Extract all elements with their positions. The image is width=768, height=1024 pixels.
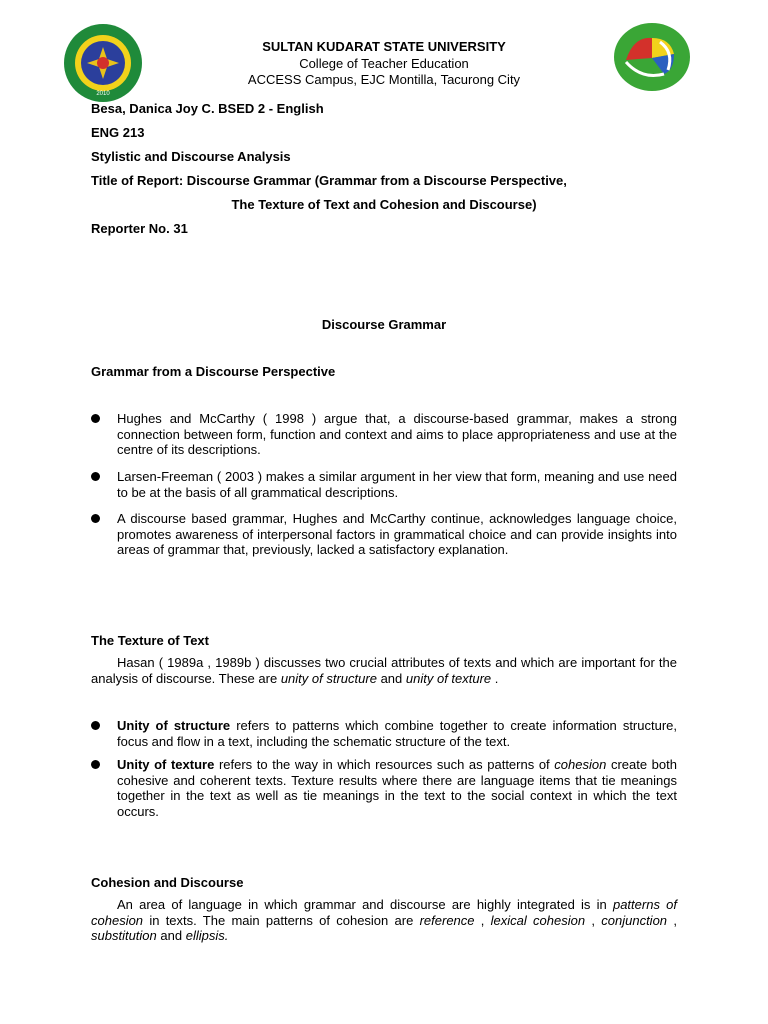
- bullet-dot: [91, 721, 100, 730]
- section-heading-grammar: Grammar from a Discourse Perspective: [91, 364, 336, 379]
- paragraph-cohesion: An area of language in which grammar and discourse are highly integrated is in patterns of cohesion in texts. The main patterns of cohesion are reference , lexical cohesion , conjunction , substitution and ellipsis.: [91, 897, 677, 944]
- section-heading-texture: The Texture of Text: [91, 633, 209, 648]
- report-title-line-2: The Texture of Text and Cohesion and Discourse): [231, 197, 537, 212]
- bullet-dot: [91, 472, 100, 481]
- bullet-dot: [91, 760, 100, 769]
- bullet-dot: [91, 514, 100, 523]
- college-name: College of Teacher Education: [299, 56, 469, 71]
- university-name: SULTAN KUDARAT STATE UNIVERSITY: [262, 39, 506, 54]
- paragraph-texture-intro: Hasan ( 1989a , 1989b ) discusses two crucial attributes of texts and which are important for the analysis of discourse. These are unity of structure and unity of texture .: [91, 655, 677, 686]
- bullet-hughes-mccarthy: Hughes and McCarthy ( 1998 ) argue that, a discourse-based grammar, makes a strong connection between form, function and context and aims to place appropriateness and use at the centre of its descriptions.: [117, 411, 677, 458]
- student-line: Besa, Danica Joy C. BSED 2 - English: [91, 101, 324, 116]
- document-title: Discourse Grammar: [321, 317, 447, 332]
- section-heading-cohesion: Cohesion and Discourse: [91, 875, 244, 890]
- report-title-line-1: Title of Report: Discourse Grammar (Grammar from a Discourse Perspective,: [91, 173, 567, 188]
- bullet-larsen-freeman: Larsen-Freeman ( 2003 ) makes a similar argument in her view that form, meaning and use need to be at the basis of all grammatical descriptions.: [117, 469, 677, 500]
- reporter-number: Reporter No. 31: [91, 221, 188, 236]
- course-title: Stylistic and Discourse Analysis: [91, 149, 291, 164]
- course-code: ENG 213: [91, 125, 145, 140]
- bullet-unity-structure: Unity of structure refers to patterns which combine together to create information structure, focus and flow in a text, including the schematic structure of the text.: [117, 718, 677, 749]
- campus-address: ACCESS Campus, EJC Montilla, Tacurong City: [247, 72, 521, 87]
- bullet-discourse-grammar: A discourse based grammar, Hughes and McCarthy continue, acknowledges language choice, promotes awareness of interpersonal factors in grammatical choice and can provide insights into areas of grammar that, previously, lacked a satisfactory explanation.: [117, 511, 677, 558]
- bullet-unity-texture: Unity of texture refers to the way in which resources such as patterns of cohesion create both cohesive and coherent texts. Texture results where there are language items that tie meanings together in the text as well as tie meanings in the text to the social context in which the text occurs.: [117, 757, 677, 819]
- svg-text:2010: 2010: [96, 91, 110, 97]
- bullet-dot: [91, 414, 100, 423]
